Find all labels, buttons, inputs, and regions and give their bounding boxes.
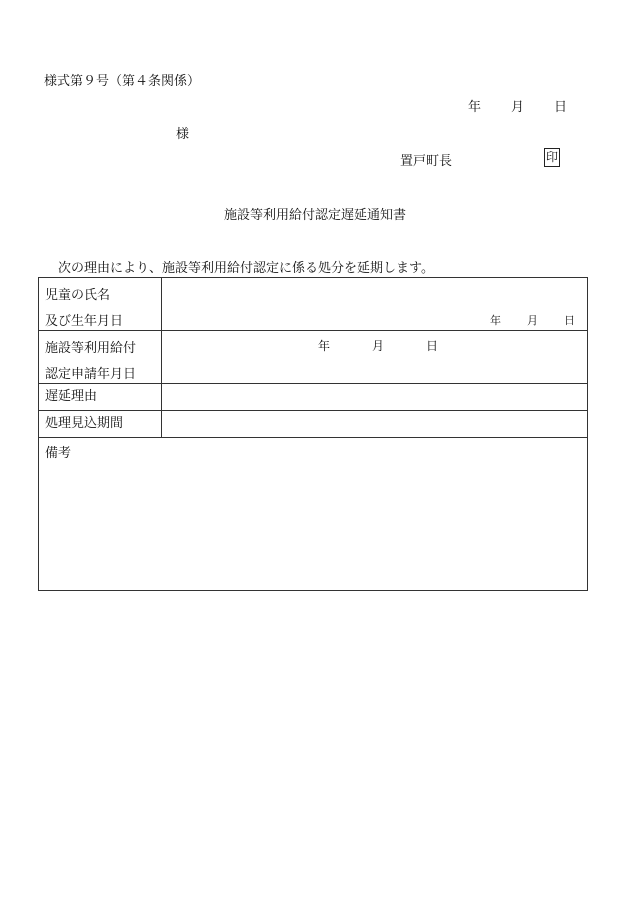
child-name-label: 児童の氏名 xyxy=(45,288,111,303)
application-label-line2: 認定申請年月日 xyxy=(45,367,137,382)
delay-reason-value[interactable] xyxy=(162,384,588,411)
birth-date xyxy=(490,312,575,328)
delay-reason-label: 遅延理由 xyxy=(39,384,162,411)
application-date xyxy=(318,337,438,354)
remarks-cell[interactable] xyxy=(39,438,588,591)
table-row-remarks xyxy=(39,438,588,591)
table-row-delay-reason xyxy=(39,384,588,411)
expected-period-value[interactable] xyxy=(162,411,588,438)
child-label-cell xyxy=(39,278,162,331)
issuer-name: 置戸町長 xyxy=(400,154,453,169)
application-label-cell xyxy=(39,331,162,384)
application-label-line1: 施設等利用給付 xyxy=(45,341,137,356)
seal-mark: 印 xyxy=(544,148,560,167)
notice-table xyxy=(38,277,588,591)
issue-date xyxy=(468,96,567,115)
form-number: 様式第９号（第４条関係） xyxy=(44,74,201,89)
expected-period-label: 処理見込期間 xyxy=(39,411,162,438)
birth-year: 年 xyxy=(490,314,501,327)
table-row-child xyxy=(39,278,588,331)
document-title: 施設等利用給付認定遅延通知書 xyxy=(223,208,406,223)
application-year: 年 xyxy=(318,339,331,353)
application-day: 日 xyxy=(426,339,439,353)
issue-date-day: 日 xyxy=(554,100,568,115)
issue-date-year: 年 xyxy=(468,100,482,115)
child-value-cell[interactable] xyxy=(162,278,588,331)
issue-date-month: 月 xyxy=(511,100,525,115)
table-row-application xyxy=(39,331,588,384)
application-month: 月 xyxy=(372,339,385,353)
remarks-label: 備考 xyxy=(45,446,72,461)
birth-month: 月 xyxy=(527,314,538,327)
table-row-expected-period xyxy=(39,411,588,438)
child-birthdate-label: 及び生年月日 xyxy=(45,314,124,329)
application-value-cell[interactable] xyxy=(162,331,588,384)
recipient-suffix: 様 xyxy=(176,127,190,142)
intro-text: 次の理由により、施設等利用給付認定に係る処分を延期します。 xyxy=(58,261,434,276)
birth-day: 日 xyxy=(564,314,575,327)
